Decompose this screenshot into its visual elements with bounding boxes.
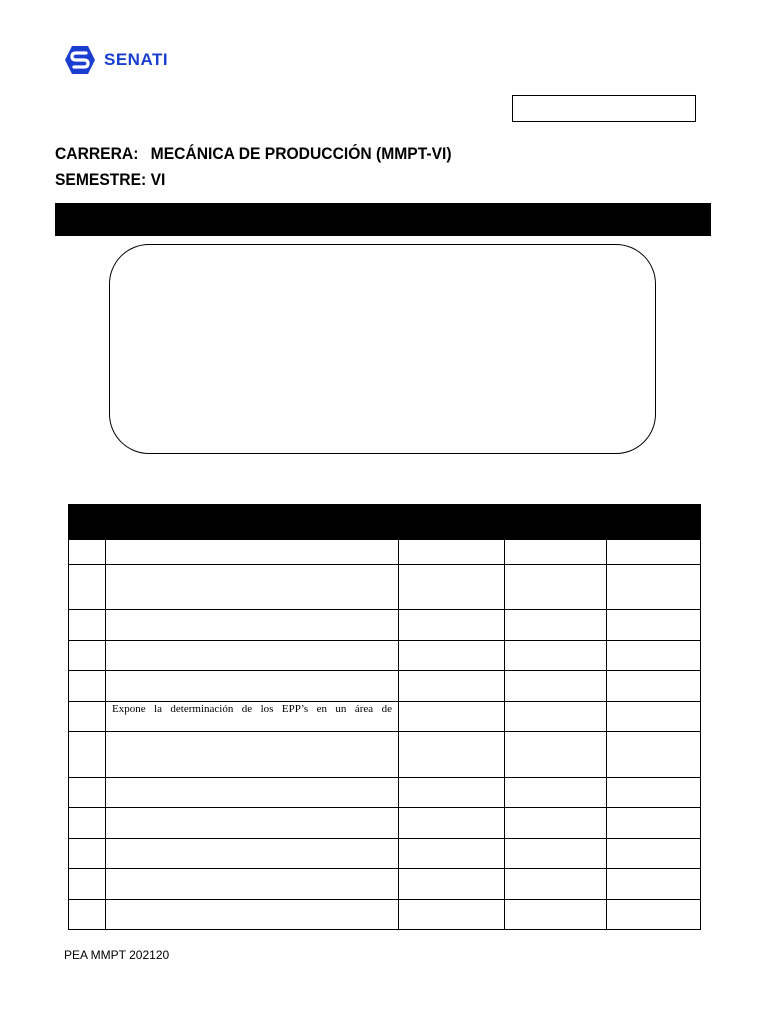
row-text <box>112 732 392 733</box>
table-row <box>69 540 701 565</box>
row-text <box>112 869 392 870</box>
senati-logo-icon <box>64 45 96 75</box>
table-row <box>69 702 701 732</box>
semester-heading <box>55 170 165 190</box>
table-row <box>69 869 701 900</box>
section-title-bar <box>55 203 711 236</box>
table-row <box>69 610 701 641</box>
row-text: Expone la determinación de los EPP’s en un área de <box>112 703 392 715</box>
code-box <box>512 95 696 122</box>
logo-text: SENATI <box>104 50 169 69</box>
row-text <box>112 839 392 840</box>
header-cell <box>69 505 106 540</box>
header-cell <box>106 505 399 540</box>
row-text <box>112 671 392 672</box>
header-cell <box>607 505 701 540</box>
semester-value: VI <box>150 170 166 189</box>
table-row <box>69 732 701 778</box>
table-row <box>69 565 701 610</box>
row-text <box>112 641 392 642</box>
table-row <box>69 641 701 671</box>
senati-logo <box>64 44 168 76</box>
footer-text: PEA MMPT 202120 <box>64 948 170 962</box>
table-row <box>69 671 701 702</box>
career-label: CARRERA: <box>55 144 139 163</box>
row-text <box>112 900 392 901</box>
career-heading <box>55 144 452 164</box>
row-text <box>112 808 392 809</box>
table-header-row <box>69 505 701 540</box>
table-row <box>69 808 701 839</box>
row-text <box>112 565 392 566</box>
header-cell <box>505 505 607 540</box>
career-value: MECÁNICA DE PRODUCCIÓN (MMPT-VI) <box>150 144 452 163</box>
semester-label: SEMESTRE: <box>55 170 147 189</box>
header-cell <box>399 505 505 540</box>
table-row <box>69 900 701 930</box>
row-text <box>112 778 392 779</box>
evaluation-table <box>68 504 701 930</box>
rounded-info-box <box>109 244 656 454</box>
row-text <box>112 610 392 611</box>
table-row <box>69 778 701 808</box>
table-row <box>69 839 701 869</box>
row-text <box>112 540 392 541</box>
